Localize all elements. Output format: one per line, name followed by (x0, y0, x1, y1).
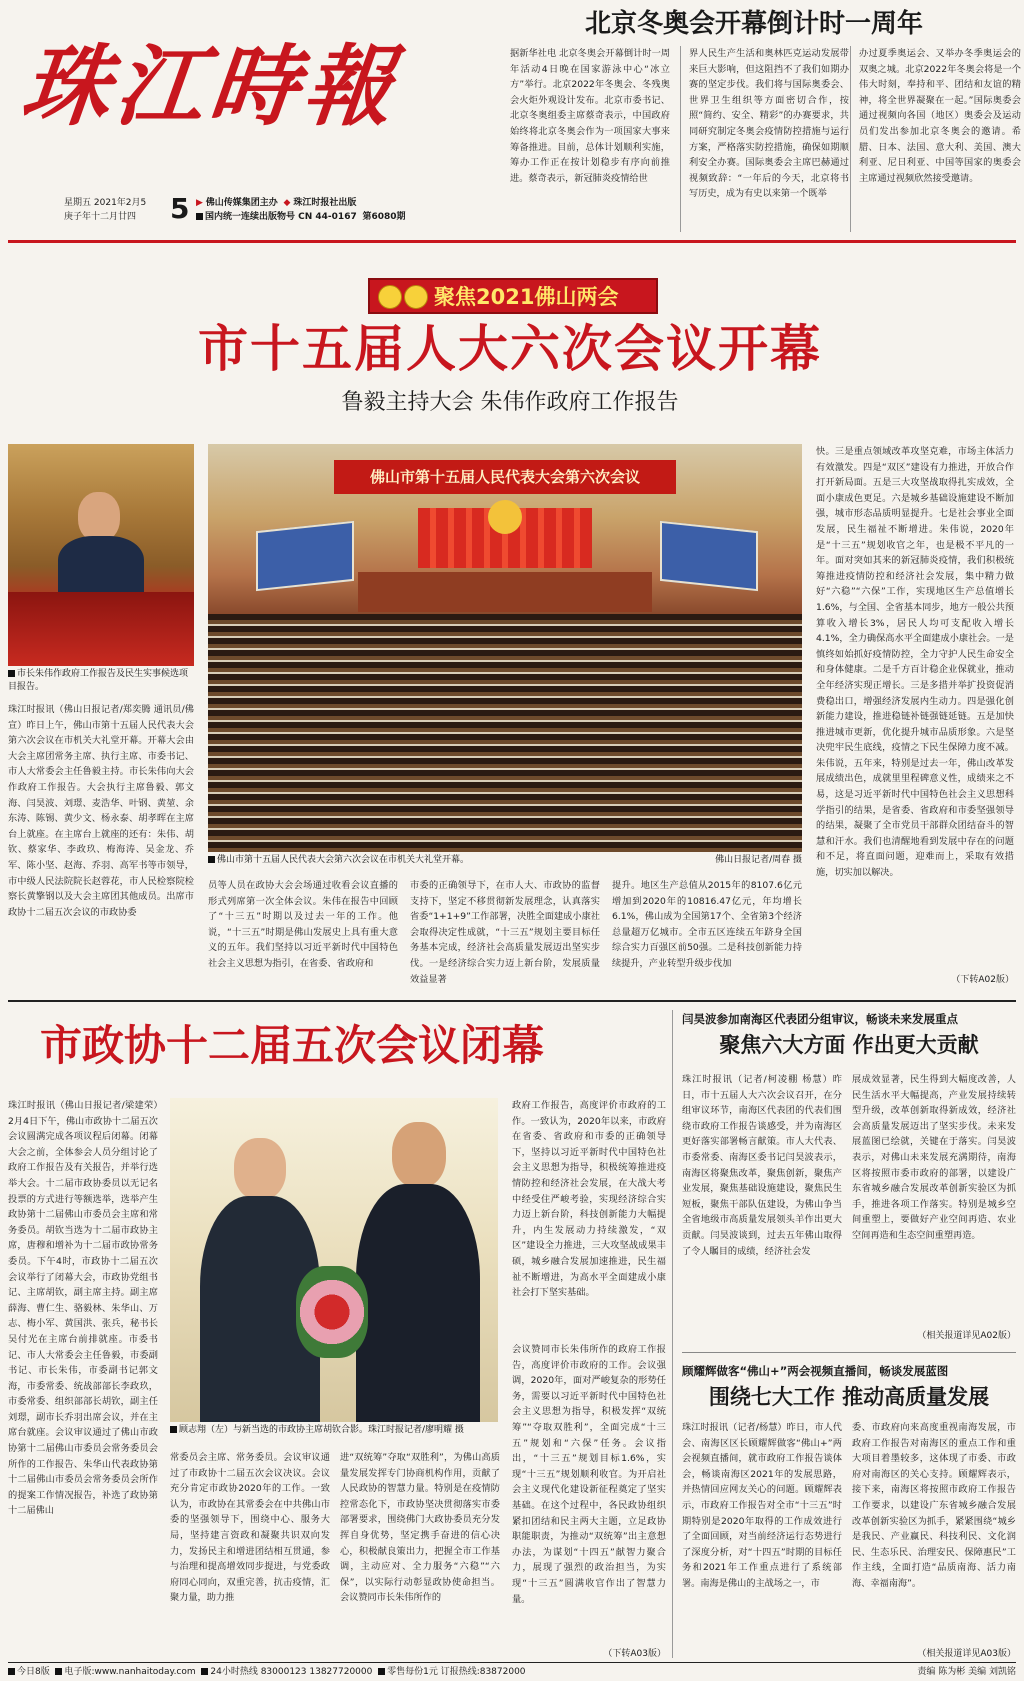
flower-bouquet-icon (296, 1266, 368, 1358)
handshake-photo (170, 1098, 498, 1422)
cn-number: 国内统一连续出版物号 CN 44-0167 (205, 212, 357, 222)
side-divider (682, 1352, 1016, 1353)
two-sessions-banner (368, 278, 658, 314)
stage-emblem-icon (488, 500, 522, 534)
weekday: 星期五 (64, 198, 92, 208)
lead-subtitle: 鲁毅主持大会 朱伟作政府工作报告 (341, 390, 679, 415)
hall-photo (208, 444, 802, 852)
second-col1: 珠江时报讯（佛山日报记者/梁建荣）2月4日下午，佛山市政协十二届五次会议圆满完成各项议程后闭幕。闭幕大会之前，全体参会人员分组讨论了政府工作报告及有关报告，并举行选举大会。十二届市政协委员以无记名投票的方式进行等额选举，选举产生政协第十二届佛山市委员会主席和常务委员。胡钦当选为十二届市政协主席，唐穆和增补为十二届市政协常务委员。下午4时，市政协十二届五次会议举行了闭幕大会，市政协党组书记、主席胡钦，副主席主持。副主席薛海、曹仁生、骆毅林、朱华山、万志、梅小军、黄国洪、张兵，秘书长吴付光在主席台前排就座。市委书记、市人大常委会主任鲁毅，市委副书记、市长朱伟，市委副书记郭文海，市委常委、统战部部长李政玖，市委常委、组织部部长胡钦，副主任刘璟，副市长乔羽出席会议，并在主席台就座。会议审议通过了佛山市政协第十二届佛山市委员会常务委员会所作的工作报告、朱华山代表政协第十二届佛山市委员会常务委员会所作的提案工作情况报告，补选了政协第十二届佛山 (8, 1100, 158, 1517)
lead-title: 市十五届人大六次会议开幕 (198, 320, 822, 378)
masthead-meta (64, 192, 494, 232)
side1-title: 聚焦六大方面 作出更大贡献 (719, 1033, 979, 1057)
stage (358, 572, 652, 612)
lead-col-b3: 提升。地区生产总值从2015年的8107.6亿元增加到2020年的10816.47亿元，年均增长6.1%，佛山成为全国第17个、全省第3个经济总量超万亿城市。全市五区连续五年跻身全国综合实力百强区前50强。二是科技创新能力持续提升，产业转型升级步伐加 (612, 880, 802, 969)
banner-label: 聚焦2021佛山两会 (434, 285, 619, 309)
cppcc-emblem-icon (404, 285, 428, 309)
handshake-caption: 顾志翔（左）与新当选的市政协主席胡钦合影。珠江时报记者/廖明耀 摄 (170, 1424, 500, 1437)
second-col2: 政府工作报告，高度评价市政府的工作。一致认为，2020年以来，市政府在省委、省政府和市委的正确领导下，坚持以习近平新时代中国特色社会主义思想为指导，积极统筹推进疫情防控和经济社会发展，在大战大考中经受住严峻考验，实现经济综合实力迈上新台阶，科技创新能力大幅提升，内生发展动力持续激发，“双区”建设全力推进，三大攻坚战成果丰硕，城乡融合发展加速推进，民生福祉不断增进，为高水平全面建成小康社会打下坚实基础。 (512, 1100, 666, 1299)
footer-square-icon (378, 1668, 385, 1675)
top-story-col3: 办过夏季奥运会、又举办冬季奥运会的双奥之城。北京2022年冬奥会将是一个伟大时刻，奉持和平、团结和友谊的精神，将全世界凝聚在一起。”国际奥委会通过视频向各国（地区）奥委会及运动员们发出参加北京冬奥会的邀请。希腊、日本、法国、意大利、美国、澳大利亚、尼日利亚、中国等国家的奥委会主席通过视频欣然接受邀请。 (850, 46, 1021, 232)
issue-number: 第6080期 (362, 212, 406, 222)
top-story-title: 北京冬奥会开幕倒计时一周年 (585, 9, 924, 39)
second-col-b2: 进“双统筹”夺取“双胜利”，为佛山高质量发展发挥专门协商机构作用，贡献了人民政协的智慧力量。特别是在疫情防控常态化下，市政协坚决贯彻落实市委部署要求，围绕佛门大政协委员充分发挥自身优势，坚定携手奋进的信心决心，积极献良策出力，把握全市工作基调，主动应对、全力服务“六稳”“六保”，以实际行动彰显政协使命担当。会议赞同市长朱伟所作的 (340, 1452, 500, 1604)
second-continued: （下转A03版） (603, 1649, 666, 1659)
day-number: 5 (170, 192, 190, 225)
side2-title: 围绕七大工作 推动高质量发展 (708, 1385, 990, 1409)
publisher-icon: ▶ (196, 198, 203, 208)
right-screen (660, 521, 758, 591)
hall-photo-caption: 佛山市第十五届人民代表大会第六次会议在市机关大礼堂开幕。 (208, 854, 628, 867)
masthead-logo (16, 26, 434, 146)
lead-continued: （下转A02版） (951, 975, 1014, 985)
footer-pages: 今日8版 (17, 1667, 50, 1677)
side2-col1: 珠江时报讯（记者/杨慧）昨日，市人代会、南海区区长顾耀辉做客“佛山+”两会视频直播间，就市政府工作报告谈体会，畅谈南海区2021年的发展思路，并热情回应网友关心的问题。顾耀辉表示，市政府工作报告对全市“十三五”时期特别是2020年取得的工作成效进行了全面回顾，对当前经济运行态势进行了深度分析，对“十四五”时期的目标任务和2021年工作重点进行了系统部署。南海是佛山的主战场之一，市 (682, 1422, 842, 1589)
publisher-short: 珠江时报社出版 (293, 198, 357, 208)
second-col2b: 会议赞同市长朱伟所作的政府工作报告，高度评价市政府的工作。会议强调，2020年，面对严峻复杂的形势任务，需要以习近平新时代中国特色社会主义思想为指导，积极发挥“双统筹”“夺取双胜利”，全面完成“十三五”规划和“六保”任务。会议指出，“十三五”规划目标1.6%，实现“十三五”规划顺利收官。为开启社会主义现代化建设新征程奠定了坚实基础。在这个过程中，各民政协组织紧扣团结和民主两大主题，立足政协职能职责，为推动“双统筹”出主意想办法，为谋划“十四五”献智力聚合力，展现了强烈的政治担当，为实现“十三五”圆满收官作出了智慧力量。 (512, 1344, 666, 1605)
mayor-figure (58, 492, 144, 588)
footer (8, 1665, 1016, 1679)
side2-continued: （相关报道详见A03版） (917, 1649, 1016, 1659)
footer-editors: 责编 陈为彬 美编 刘凯铭 (917, 1667, 1016, 1677)
lunar-date: 庚子年十二月廿四 (64, 212, 137, 222)
square-icon (196, 213, 203, 220)
caption-square-icon (208, 856, 215, 863)
mayor-photo-caption: 市长朱伟作政府工作报告及民生实事候选项目报告。 (8, 669, 189, 692)
audience (208, 614, 802, 852)
lead-col-b2: 市委的正确领导下，在市人大、市政协的监督支持下，坚定不移贯彻新发展理念，认真落实省委“1+1+9”工作部署，决胜全面建成小康社会取得决定性成就，“十三五”规划主要目标任务基本完成，经济社会高质量发展迈出坚实步伐。一是经济综合实力迈上新台阶，发展质量效益显著 (410, 880, 600, 985)
footer-hotline: 24小时热线 83000123 13827720000 (210, 1667, 373, 1677)
top-story-col2: 界人民生产生活和奥林匹克运动发展带来巨大影响，但这阻挡不了我们如期办赛的坚定步伐。我们将与国际奥委会、世界卫生组织等方面密切合作，按照“简约、安全、精彩”的办赛要求，共同研究制定冬奥会疫情防控措施与运行方案，严格落实防控措施，确保如期顺利安全办赛。国际奥委会主席巴赫通过视频致辞：“一年后的今天，北京将书写历史，成为有史以来第一个既举 (680, 46, 849, 232)
hall-photo-credit: 佛山日报记者/周春 摄 (715, 855, 802, 865)
footer-email[interactable]: 电子版:www.nanhaitoday.com (64, 1667, 196, 1677)
logo-text: 珠江時報 (16, 34, 404, 138)
footer-square-icon (55, 1668, 62, 1675)
publisher: 佛山传媒集团主办 (205, 198, 278, 208)
side1-col1: 珠江时报讯（记者/柯凌棚 杨慧）昨日，市十五届人大六次会议召开，在分组审议环节，南海区代表团的代表们围绕市政府工作报告谈感受，并为南海区更好落实部署畅言献策。市人大代表、市委常委、南海区委书记闫昊波表示，南海区将聚焦改革，聚焦创新，聚焦产业发展，聚焦基础设施建设，聚焦民生短板，聚焦干部队伍建设，为佛山争当全省地级市高质量发展领头羊作出更大贡献。闫昊波谈到，过去五年佛山取得了令人瞩目的成绩，经济社会发 (682, 1074, 842, 1257)
footer-price: 零售每份1元 订报热线:83872000 (387, 1667, 526, 1677)
side1-continued: （相关报道详见A02版） (917, 1331, 1016, 1341)
caption-square-icon (8, 670, 15, 677)
hall-banner: 佛山市第十五届人民代表大会第六次会议 (334, 460, 676, 494)
publisher-logo-icon: ◆ (283, 198, 291, 208)
side1-col2: 展成效显著，民生得到大幅度改善，人民生活水平大幅提高，产业发展持续转型升级，改革创新取得新成效，经济社会高质量发展迈出了坚实步伐。未来发展蓝图已绘就，关键在于落实。闫昊波表示，对佛山未来发展充满期待，南海区将按照市委市政府的部署，以建设广东省城乡融合发展改革创新实验区为抓手，推进各项工作落实。特别是城乡空间重塑上，要做好产业空间再造、农业空间再造和生态空间重塑再造。 (852, 1074, 1016, 1241)
section-rule (8, 1000, 1016, 1002)
lead-col-right: 快。三是重点领域改革攻坚克难，市场主体活力有效激发。四是“双区”建设有力推进，开放合作打开新局面。五是三大攻坚战取得扎实成效，全面小康成色更足。六是城乡基础设施建设不断加强，城市形态品质明显提升。七是社会事业全面发展，民生福祉不断增进。朱伟说，2020年是“十三五”规划收官之年，也是极不平凡的一年。面对突如其来的新冠肺炎疫情，我们积极统筹推进疫情防控和经济社会发展，集中精力做好“六稳”“六保”工作，实现地区生产总值增长1.6%，与全国、全省基本同步，地方一般公共预算收入增长3%，居民人均可支配收入增长4.1%，全力确保高水平全面建成小康社会。一是慎终如始抓好疫情防控，全力守护人民生命安全和身体健康。二是千方百计稳企业保就业，推动全年经济实现正增长。三是多措并举扩投资促消费稳出口，增强经济发展内生动力。四是强化创新能力建设，推进稳链补链强链延链。五是加快推进城市更新，优化提升城市品质形象。六是坚决兜牢民生底线，疫情之下民生保障力度不减。朱伟说，五年来，特别是过去一年，佛山改革发展成绩出色，成就里里程碑意义性，成绩来之不易，这是习近平新时代中国特色社会主义思想科学指引的结果，是省委、省政府和市委坚强领导的结果，凝聚了全市党员干部群众团结奋斗的智慧和汗水。我们也清醒地看到发展中存在的问题和不足，将直面问题，迎难而上，采取有效措施，切实加以解决。 (816, 446, 1014, 879)
lead-col-b1: 员等人员在政协大会会场通过收看会议直播的形式列席第一次全体会议。朱伟在报告中回顾了“十三五”时期以及过去一年的工作。他说，“十三五”时期是佛山发展史上具有重大意义的五年。我们坚持以习近平新时代中国特色社会主义思想为指引，在省委、省政府和 (208, 880, 398, 969)
podium (8, 592, 194, 666)
mayor-photo (8, 444, 194, 666)
footer-rule (8, 1662, 1016, 1663)
footer-square-icon (8, 1668, 15, 1675)
top-story-col1: 据新华社电 北京冬奥会开幕倒计时一周年活动4日晚在国家游泳中心“冰立方”举行。北京2022年冬奥会、冬残奥会火炬外观设计发布。北京市委书记、北京冬奥组委主席蔡奇表示，中国政府始终将北京冬奥会作为一项国家大事来筹备推进。目前，总体计划顺利实施，筹办工作正在按计划稳步有序向前推进。蔡奇表示，新冠肺炎疫情给世 (510, 48, 670, 184)
caption-square-icon (170, 1426, 177, 1433)
left-screen (256, 521, 354, 591)
lead-col-left: 珠江时报讯（佛山日报记者/郑奕腾 通讯员/佛宣）昨日上午，佛山市第十五届人民代表大会第六次会议在市机关大礼堂开幕。开幕大会由大会主席团常务主席、执行主席、市委书记、市人大常委会主任鲁毅主持。市长朱伟向大会作政府工作报告。大会执行主席鲁毅、郭文海、闫昊波、刘璟、麦浩华、叶钢、黄堃、余东涛、陈锡、黄少文、杨永泰、胡孝晖在主席台上就座。在主席台上就座的还有：朱伟、胡钦、蔡家华、李政玖、梅海涛、吴金龙、乔军、陈小坚、赵海、乔羽、高军书等市领导，市中级人民法院院长赵蓉花，市人民检察院检察长黄擎钢以及大会主席团其他成员。出席市政协十二届五次会议的市政协委 (8, 704, 194, 918)
second-col-b1: 常委员会主席、常务委员。会议审议通过了市政协十二届五次会议决议。会议充分肯定市政协2020年的工作。一致认为，市政协在其常委会在中共佛山市委的坚强领导下，围绕中心、服务大局，坚持建言资政和凝聚共识双向发力，发扬民主和增进团结相互贯通，参与治理和提高增效同步提进，与党委政府同心同向，双重完善，抗击疫情，汇聚力量，助力推 (170, 1452, 330, 1604)
right-person (356, 1122, 480, 1422)
second-title: 市政协十二届五次会议闭幕 (40, 1021, 545, 1070)
date: 2021年2月5 (93, 198, 147, 208)
side2-col2: 委、市政府向来高度重视南海发展，市政府工作报告对南海区的重点工作和重大项目着墨较多，这体现了市委、市政府对南海区的关心支持。顾耀辉表示，接下来，南海区将按照市政府工作报告工作要求，以建设广东省城乡融合发展改革创新实验区为抓手，紧紧围绕“城乡是我民、产业赢民、科技利民、文化润民、生态乐民、治理安民、保障惠民”工作主线，全面打造“品质南海、活力南海、幸福南海”。 (852, 1422, 1016, 1589)
header-rule (8, 240, 1016, 243)
side-column-rule (672, 1010, 674, 1658)
emblem-icon (378, 285, 402, 309)
side2-kicker: 顾耀辉做客“佛山+”两会视频直播间，畅谈发展蓝图 (682, 1364, 949, 1378)
side1-kicker: 闫昊波参加南海区代表团分组审议，畅谈未来发展重点 (682, 1012, 958, 1026)
footer-square-icon (201, 1668, 208, 1675)
